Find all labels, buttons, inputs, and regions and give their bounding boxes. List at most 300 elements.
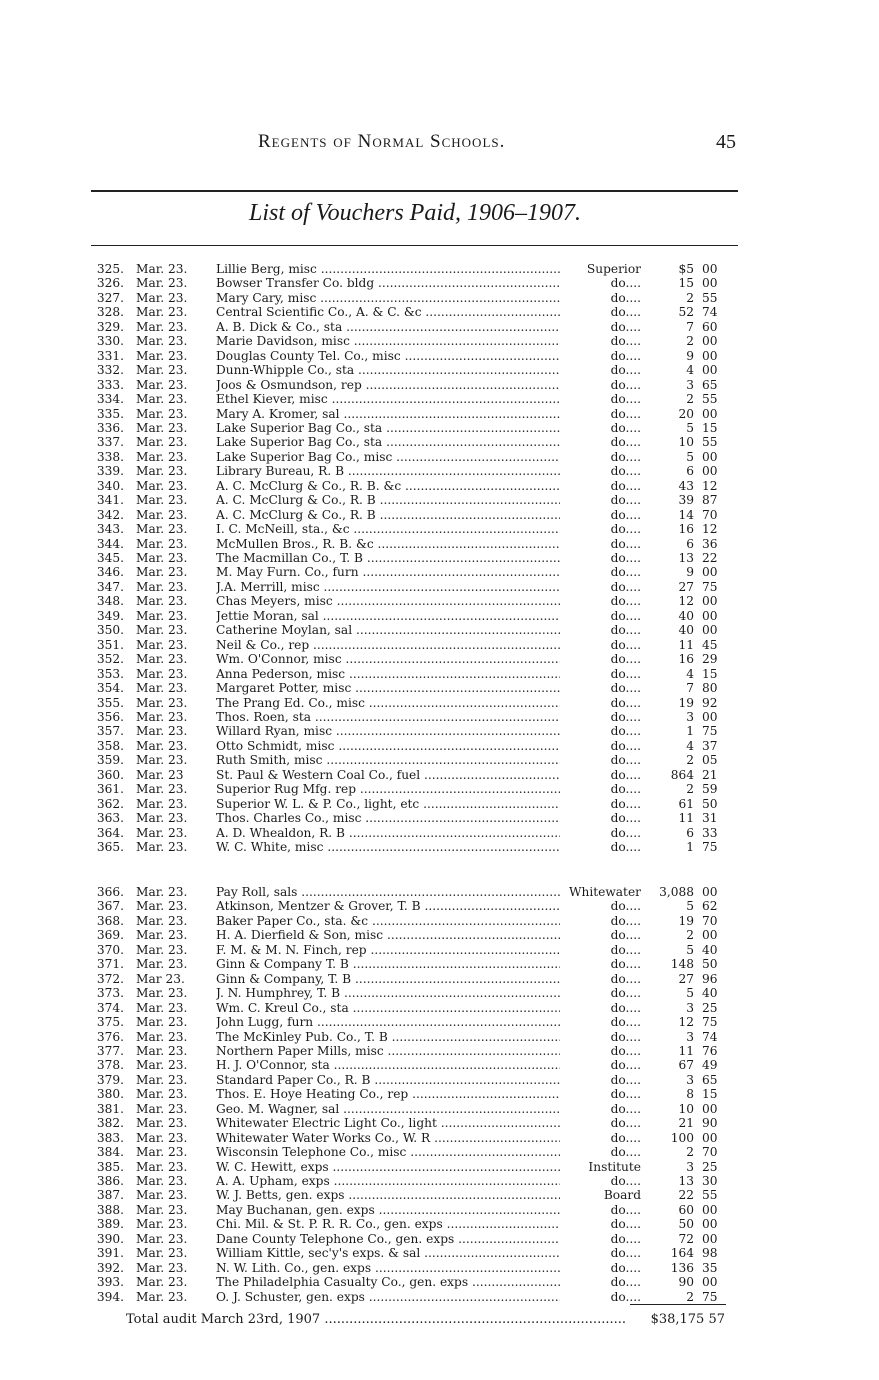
voucher-school: do.... bbox=[560, 334, 641, 348]
voucher-school: do.... bbox=[560, 522, 641, 536]
voucher-dollars: 6 bbox=[686, 536, 694, 551]
voucher-payee: W. C. White, misc ..... bbox=[216, 840, 638, 854]
voucher-school: do.... bbox=[560, 1087, 641, 1101]
voucher-number: 367. bbox=[96, 899, 124, 914]
voucher-number: 369. bbox=[96, 928, 124, 943]
voucher-cents: 75 bbox=[702, 1289, 718, 1304]
voucher-number: 364. bbox=[96, 825, 124, 840]
voucher-school: do.... bbox=[560, 1174, 641, 1188]
top-rule bbox=[91, 190, 738, 192]
voucher-payee: Thos. Charles Co., misc ..... bbox=[216, 811, 638, 825]
voucher-number: 365. bbox=[96, 840, 124, 854]
voucher-dollars: 50 bbox=[678, 1217, 694, 1232]
voucher-payee: John Lugg, furn ..... bbox=[216, 1015, 638, 1029]
voucher-payee: W. J. Betts, gen. exps ..... bbox=[216, 1188, 638, 1202]
voucher-dollars: 3 bbox=[686, 1072, 694, 1087]
voucher-payee: O. J. Schuster, gen. exps ..... bbox=[216, 1290, 638, 1304]
voucher-dollars: 3 bbox=[686, 1000, 694, 1015]
voucher-date: Mar. 23. bbox=[136, 1116, 188, 1131]
voucher-school: do.... bbox=[560, 435, 641, 449]
voucher-date: Mar. 23. bbox=[136, 811, 188, 826]
voucher-date: Mar. 23. bbox=[136, 435, 188, 450]
voucher-payee: Atkinson, Mentzer & Grover, T. B ..... bbox=[216, 899, 638, 913]
voucher-payee: Library Bureau, R. B ..... bbox=[216, 464, 638, 478]
voucher-cents: 49 bbox=[702, 1058, 718, 1073]
voucher-dollars: 40 bbox=[678, 608, 694, 623]
voucher-dollars: 3,088 bbox=[659, 885, 694, 899]
voucher-school: do.... bbox=[560, 464, 641, 478]
voucher-cents: 40 bbox=[702, 986, 718, 1001]
voucher-row bbox=[88, 797, 738, 811]
voucher-payee: Lake Superior Bag Co., misc ..... bbox=[216, 450, 638, 464]
voucher-number: 351. bbox=[96, 637, 124, 652]
voucher-date: Mar. 23. bbox=[136, 420, 188, 435]
voucher-dollars: 1 bbox=[686, 840, 694, 854]
voucher-cents: 80 bbox=[702, 681, 718, 696]
voucher-school: do.... bbox=[560, 320, 641, 334]
voucher-number: 338. bbox=[96, 449, 124, 464]
voucher-date: Mar. 23. bbox=[136, 1000, 188, 1015]
voucher-cents: 00 bbox=[702, 262, 718, 276]
voucher-cents: 31 bbox=[702, 811, 718, 826]
voucher-dollars: 864 bbox=[670, 767, 694, 782]
voucher-number: 376. bbox=[96, 1029, 124, 1044]
voucher-school: do.... bbox=[560, 1261, 641, 1275]
voucher-number: 385. bbox=[96, 1159, 124, 1174]
voucher-date: Mar. 23. bbox=[136, 782, 188, 797]
voucher-date: Mar. 23. bbox=[136, 608, 188, 623]
voucher-cents: 00 bbox=[702, 565, 718, 580]
voucher-dollars: 7 bbox=[686, 319, 694, 334]
voucher-cents: 45 bbox=[702, 637, 718, 652]
voucher-dollars: 5 bbox=[686, 899, 694, 914]
voucher-date: Mar. 23. bbox=[136, 1260, 188, 1275]
voucher-row bbox=[88, 681, 738, 695]
voucher-cents: 33 bbox=[702, 825, 718, 840]
voucher-number: 329. bbox=[96, 319, 124, 334]
voucher-date: Mar. 23. bbox=[136, 738, 188, 753]
voucher-payee: Dane County Telephone Co., gen. exps ..... bbox=[216, 1232, 638, 1246]
voucher-payee: McMullen Bros., R. B. &c ..... bbox=[216, 537, 638, 551]
voucher-row bbox=[88, 1261, 738, 1275]
voucher-dollars: 3 bbox=[686, 1029, 694, 1044]
voucher-payee: May Buchanan, gen. exps ..... bbox=[216, 1203, 638, 1217]
table-title: List of Vouchers Paid, 1906–1907. bbox=[248, 200, 581, 226]
voucher-dollars: 19 bbox=[678, 913, 694, 928]
voucher-payee: Catherine Moylan, sal ..... bbox=[216, 623, 638, 637]
voucher-dollars: 4 bbox=[686, 666, 694, 681]
voucher-row bbox=[88, 464, 738, 478]
voucher-school: do.... bbox=[560, 349, 641, 363]
voucher-payee: Baker Paper Co., sta. &c ..... bbox=[216, 914, 638, 928]
voucher-date: Mar. 23. bbox=[136, 1202, 188, 1217]
voucher-cents: 70 bbox=[702, 913, 718, 928]
voucher-date: Mar. 23. bbox=[136, 406, 188, 421]
voucher-row bbox=[88, 972, 738, 986]
voucher-payee: A. C. McClurg & Co., R. B ..... bbox=[216, 508, 638, 522]
voucher-date: Mar. 23. bbox=[136, 709, 188, 724]
voucher-dollars: 19 bbox=[678, 695, 694, 710]
voucher-cents: 74 bbox=[702, 1029, 718, 1044]
voucher-school: do.... bbox=[560, 421, 641, 435]
voucher-number: 381. bbox=[96, 1101, 124, 1116]
voucher-row bbox=[88, 1001, 738, 1015]
voucher-number: 368. bbox=[96, 913, 124, 928]
voucher-school: Whitewater bbox=[560, 885, 641, 899]
voucher-date: Mar. 23. bbox=[136, 276, 188, 291]
voucher-payee: The Prang Ed. Co., misc ..... bbox=[216, 696, 638, 710]
voucher-school: do.... bbox=[560, 739, 641, 753]
voucher-number: 335. bbox=[96, 406, 124, 421]
voucher-school: do.... bbox=[560, 1275, 641, 1289]
voucher-dollars: 3 bbox=[686, 1159, 694, 1174]
voucher-number: 345. bbox=[96, 551, 124, 565]
voucher-school: do.... bbox=[560, 609, 641, 623]
voucher-row bbox=[88, 1217, 738, 1231]
voucher-dollars: 6 bbox=[686, 825, 694, 840]
voucher-number: 358. bbox=[96, 738, 124, 753]
voucher-date: Mar. 23. bbox=[136, 507, 188, 522]
voucher-number: 341. bbox=[96, 493, 124, 508]
voucher-dollars: 61 bbox=[678, 796, 694, 811]
voucher-school: do.... bbox=[560, 407, 641, 421]
voucher-row bbox=[88, 1044, 738, 1058]
voucher-date: Mar. 23. bbox=[136, 681, 188, 696]
voucher-date: Mar. 23. bbox=[136, 1217, 188, 1232]
voucher-date: Mar. 23. bbox=[136, 1159, 188, 1174]
voucher-payee: Dunn-Whipple Co., sta ..... bbox=[216, 363, 638, 377]
voucher-payee: A. A. Upham, exps ..... bbox=[216, 1174, 638, 1188]
voucher-date: Mar. 23. bbox=[136, 551, 188, 565]
voucher-dollars: 148 bbox=[670, 957, 694, 972]
voucher-payee: Jettie Moran, sal ..... bbox=[216, 609, 638, 623]
voucher-dollars: 60 bbox=[678, 1202, 694, 1217]
voucher-school: do.... bbox=[560, 1131, 641, 1145]
voucher-number: 333. bbox=[96, 377, 124, 392]
voucher-number: 359. bbox=[96, 753, 124, 768]
voucher-date: Mar. 23. bbox=[136, 565, 188, 580]
voucher-payee: A. D. Whealdon, R. B ..... bbox=[216, 826, 638, 840]
voucher-cents: 00 bbox=[702, 1231, 718, 1246]
voucher-cents: 76 bbox=[702, 1043, 718, 1058]
voucher-cents: 21 bbox=[702, 767, 718, 782]
voucher-cents: 29 bbox=[702, 652, 718, 667]
voucher-dollars: 13 bbox=[678, 1174, 694, 1188]
voucher-dollars: 9 bbox=[686, 348, 694, 363]
voucher-dollars: 20 bbox=[678, 406, 694, 421]
voucher-row bbox=[88, 710, 738, 724]
voucher-payee: The McKinley Pub. Co., T. B ..... bbox=[216, 1030, 638, 1044]
voucher-dollars: 5 bbox=[686, 942, 694, 957]
voucher-payee: Wm. C. Kreul Co., sta ..... bbox=[216, 1001, 638, 1015]
voucher-school: do.... bbox=[560, 826, 641, 840]
voucher-number: 347. bbox=[96, 579, 124, 594]
voucher-row bbox=[88, 1145, 738, 1159]
voucher-row bbox=[88, 479, 738, 493]
voucher-number: 386. bbox=[96, 1174, 124, 1188]
voucher-payee: Superior W. L. & P. Co., light, etc ..... bbox=[216, 797, 638, 811]
voucher-number: 340. bbox=[96, 478, 124, 493]
voucher-payee: A. B. Dick & Co., sta ..... bbox=[216, 320, 638, 334]
voucher-cents: 55 bbox=[702, 290, 718, 305]
voucher-row bbox=[88, 1116, 738, 1130]
voucher-payee: Joos & Osmundson, rep ..... bbox=[216, 378, 638, 392]
voucher-row bbox=[88, 565, 738, 579]
voucher-date: Mar. 23. bbox=[136, 1015, 188, 1030]
voucher-number: 332. bbox=[96, 363, 124, 378]
voucher-date: Mar. 23. bbox=[136, 825, 188, 840]
voucher-payee: F. M. & M. N. Finch, rep ..... bbox=[216, 943, 638, 957]
voucher-dollars: 2 bbox=[686, 928, 694, 943]
voucher-dollars: 43 bbox=[678, 478, 694, 493]
voucher-date: Mar. 23. bbox=[136, 1058, 188, 1073]
voucher-cents: 92 bbox=[702, 695, 718, 710]
voucher-row bbox=[88, 724, 738, 738]
voucher-date: Mar. 23. bbox=[136, 1174, 188, 1188]
voucher-number: 325. bbox=[96, 262, 124, 276]
voucher-date: Mar. 23. bbox=[136, 652, 188, 667]
voucher-cents: 65 bbox=[702, 1072, 718, 1087]
voucher-school: do.... bbox=[560, 623, 641, 637]
voucher-school: do.... bbox=[560, 479, 641, 493]
total-label: Total audit March 23rd, 1907 ..... bbox=[126, 1311, 626, 1329]
voucher-number: 330. bbox=[96, 334, 124, 349]
voucher-school: do.... bbox=[560, 1102, 641, 1116]
voucher-date: Mar. 23. bbox=[136, 1246, 188, 1261]
voucher-number: 331. bbox=[96, 348, 124, 363]
voucher-payee: Bowser Transfer Co. bldg ..... bbox=[216, 276, 638, 290]
voucher-dollars: 16 bbox=[678, 522, 694, 537]
voucher-payee: A. C. McClurg & Co., R. B. &c ..... bbox=[216, 479, 638, 493]
voucher-date: Mar. 23. bbox=[136, 885, 188, 899]
voucher-cents: 74 bbox=[702, 305, 718, 320]
voucher-number: 370. bbox=[96, 942, 124, 957]
voucher-cents: 55 bbox=[702, 392, 718, 407]
voucher-date: Mar. 23. bbox=[136, 623, 188, 638]
voucher-payee: Standard Paper Co., R. B ..... bbox=[216, 1073, 638, 1087]
voucher-dollars: 27 bbox=[678, 579, 694, 594]
voucher-number: 357. bbox=[96, 724, 124, 739]
voucher-date: Mar. 23. bbox=[136, 1029, 188, 1044]
voucher-number: 339. bbox=[96, 464, 124, 479]
voucher-row bbox=[88, 262, 738, 276]
voucher-cents: 00 bbox=[702, 623, 718, 638]
voucher-date: Mar 23. bbox=[136, 971, 185, 986]
voucher-number: 336. bbox=[96, 420, 124, 435]
voucher-row bbox=[88, 885, 738, 899]
voucher-number: 377. bbox=[96, 1043, 124, 1058]
voucher-cents: 75 bbox=[702, 840, 718, 854]
voucher-date: Mar. 23. bbox=[136, 334, 188, 349]
voucher-row bbox=[88, 378, 738, 392]
voucher-payee: Geo. M. Wagner, sal ..... bbox=[216, 1102, 638, 1116]
voucher-row bbox=[88, 1188, 738, 1202]
voucher-cents: 00 bbox=[702, 1130, 718, 1145]
voucher-payee: Lake Superior Bag Co., sta ..... bbox=[216, 421, 638, 435]
voucher-payee: Ethel Kiever, misc ..... bbox=[216, 392, 638, 406]
voucher-row bbox=[88, 580, 738, 594]
voucher-date: Mar. 23. bbox=[136, 666, 188, 681]
voucher-dollars: 5 bbox=[686, 986, 694, 1001]
voucher-number: 379. bbox=[96, 1072, 124, 1087]
voucher-date: Mar. 23. bbox=[136, 290, 188, 305]
voucher-dollars: 15 bbox=[678, 276, 694, 291]
voucher-date: Mar. 23. bbox=[136, 1145, 188, 1160]
voucher-cents: 25 bbox=[702, 1159, 718, 1174]
voucher-payee: J. N. Humphrey, T. B ..... bbox=[216, 986, 638, 1000]
voucher-date: Mar. 23. bbox=[136, 796, 188, 811]
voucher-school: do.... bbox=[560, 914, 641, 928]
voucher-number: 361. bbox=[96, 782, 124, 797]
voucher-cents: 59 bbox=[702, 782, 718, 797]
voucher-dollars: 2 bbox=[686, 782, 694, 797]
voucher-date: Mar. 23. bbox=[136, 913, 188, 928]
voucher-number: 328. bbox=[96, 305, 124, 320]
voucher-cents: 00 bbox=[702, 1202, 718, 1217]
voucher-payee: The Philadelphia Casualty Co., gen. exps ..... bbox=[216, 1275, 638, 1289]
voucher-school: do.... bbox=[560, 1203, 641, 1217]
voucher-row bbox=[88, 782, 738, 796]
voucher-date: Mar. 23. bbox=[136, 493, 188, 508]
voucher-cents: 37 bbox=[702, 738, 718, 753]
voucher-cents: 05 bbox=[702, 753, 718, 768]
voucher-school: Institute bbox=[560, 1160, 641, 1174]
voucher-payee: Thos. E. Hoye Heating Co., rep ..... bbox=[216, 1087, 638, 1101]
voucher-number: 384. bbox=[96, 1145, 124, 1160]
voucher-number: 382. bbox=[96, 1116, 124, 1131]
voucher-dollars: 2 bbox=[686, 1289, 694, 1304]
voucher-school: do.... bbox=[560, 811, 641, 825]
voucher-dollars: 1 bbox=[686, 724, 694, 739]
voucher-date: Mar. 23. bbox=[136, 348, 188, 363]
voucher-date: Mar. 23. bbox=[136, 1231, 188, 1246]
voucher-number: 355. bbox=[96, 695, 124, 710]
voucher-dollars: 3 bbox=[686, 709, 694, 724]
voucher-school: do.... bbox=[560, 638, 641, 652]
voucher-date: Mar. 23. bbox=[136, 899, 188, 914]
voucher-number: 374. bbox=[96, 1000, 124, 1015]
voucher-number: 375. bbox=[96, 1015, 124, 1030]
voucher-number: 390. bbox=[96, 1231, 124, 1246]
voucher-number: 337. bbox=[96, 435, 124, 450]
voucher-row bbox=[88, 1087, 738, 1101]
voucher-number: 373. bbox=[96, 986, 124, 1001]
voucher-date: Mar. 23. bbox=[136, 724, 188, 739]
voucher-school: do.... bbox=[560, 768, 641, 782]
voucher-payee: Lake Superior Bag Co., sta ..... bbox=[216, 435, 638, 449]
voucher-row bbox=[88, 1131, 738, 1145]
voucher-row bbox=[88, 594, 738, 608]
voucher-payee: Wm. O'Connor, misc ..... bbox=[216, 652, 638, 666]
voucher-row bbox=[88, 768, 738, 782]
voucher-row bbox=[88, 928, 738, 942]
voucher-row bbox=[88, 508, 738, 522]
voucher-payee: Mary Cary, misc ..... bbox=[216, 291, 638, 305]
voucher-dollars: 5 bbox=[686, 420, 694, 435]
voucher-row bbox=[88, 652, 738, 666]
voucher-school: do.... bbox=[560, 1001, 641, 1015]
voucher-school: do.... bbox=[560, 1145, 641, 1159]
voucher-cents: 00 bbox=[702, 464, 718, 479]
voucher-dollars: 10 bbox=[678, 435, 694, 450]
voucher-date: Mar. 23. bbox=[136, 363, 188, 378]
voucher-date: Mar. 23. bbox=[136, 536, 188, 551]
voucher-payee: Wisconsin Telephone Co., misc ..... bbox=[216, 1145, 638, 1159]
voucher-payee: Central Scientific Co., A. & C. &c ..... bbox=[216, 305, 638, 319]
voucher-number: 327. bbox=[96, 290, 124, 305]
voucher-school: do.... bbox=[560, 797, 641, 811]
voucher-school: do.... bbox=[560, 753, 641, 767]
voucher-payee: The Macmillan Co., T. B ..... bbox=[216, 551, 638, 565]
voucher-row bbox=[88, 1174, 738, 1188]
voucher-row bbox=[88, 696, 738, 710]
voucher-school: do.... bbox=[560, 972, 641, 986]
voucher-number: 371. bbox=[96, 957, 124, 972]
voucher-number: 352. bbox=[96, 652, 124, 667]
total-row bbox=[126, 1311, 730, 1329]
voucher-date: Mar. 23 bbox=[136, 767, 184, 782]
voucher-date: Mar. 23. bbox=[136, 1275, 188, 1290]
voucher-payee: Ruth Smith, misc ..... bbox=[216, 753, 638, 767]
voucher-cents: 55 bbox=[702, 1188, 718, 1203]
voucher-row bbox=[88, 1275, 738, 1289]
voucher-number: 342. bbox=[96, 507, 124, 522]
voucher-school: do.... bbox=[560, 1030, 641, 1044]
voucher-dollars: 39 bbox=[678, 493, 694, 508]
voucher-row bbox=[88, 1102, 738, 1116]
voucher-row bbox=[88, 1030, 738, 1044]
voucher-row bbox=[88, 349, 738, 363]
voucher-cents: 00 bbox=[702, 406, 718, 421]
voucher-date: Mar. 23. bbox=[136, 449, 188, 464]
voucher-dollars: 11 bbox=[678, 811, 694, 826]
voucher-school: do.... bbox=[560, 652, 641, 666]
voucher-cents: 00 bbox=[702, 608, 718, 623]
voucher-date: Mar. 23. bbox=[136, 594, 188, 609]
voucher-date: Mar. 23. bbox=[136, 478, 188, 493]
voucher-payee: Thos. Roen, sta ..... bbox=[216, 710, 638, 724]
voucher-dollars: 21 bbox=[678, 1116, 694, 1131]
voucher-school: do.... bbox=[560, 291, 641, 305]
total-amount: $38,175 57 bbox=[650, 1312, 725, 1327]
voucher-payee: William Kittle, sec'y's exps. & sal ..... bbox=[216, 1246, 638, 1260]
voucher-date: Mar. 23. bbox=[136, 957, 188, 972]
voucher-school: do.... bbox=[560, 782, 641, 796]
page-number: 45 bbox=[716, 131, 736, 153]
voucher-number: 360. bbox=[96, 767, 124, 782]
voucher-cents: 00 bbox=[702, 709, 718, 724]
voucher-cents: 12 bbox=[702, 478, 718, 493]
voucher-cents: 00 bbox=[702, 1275, 718, 1290]
voucher-school: Board bbox=[560, 1188, 641, 1202]
voucher-row bbox=[88, 435, 738, 449]
voucher-school: do.... bbox=[560, 681, 641, 695]
voucher-school: do.... bbox=[560, 899, 641, 913]
voucher-payee: Lillie Berg, misc ..... bbox=[216, 262, 638, 276]
voucher-payee: Neil & Co., rep ..... bbox=[216, 638, 638, 652]
voucher-school: do.... bbox=[560, 537, 641, 551]
voucher-date: Mar. 23. bbox=[136, 522, 188, 537]
voucher-row bbox=[88, 291, 738, 305]
voucher-dollars: 8 bbox=[686, 1087, 694, 1102]
voucher-cents: 65 bbox=[702, 377, 718, 392]
voucher-school: do.... bbox=[560, 305, 641, 319]
voucher-dollars: 40 bbox=[678, 623, 694, 638]
voucher-cents: 00 bbox=[702, 334, 718, 349]
voucher-payee: H. J. O'Connor, sta ..... bbox=[216, 1058, 638, 1072]
voucher-dollars: 10 bbox=[678, 1101, 694, 1116]
voucher-dollars: 13 bbox=[678, 551, 694, 565]
